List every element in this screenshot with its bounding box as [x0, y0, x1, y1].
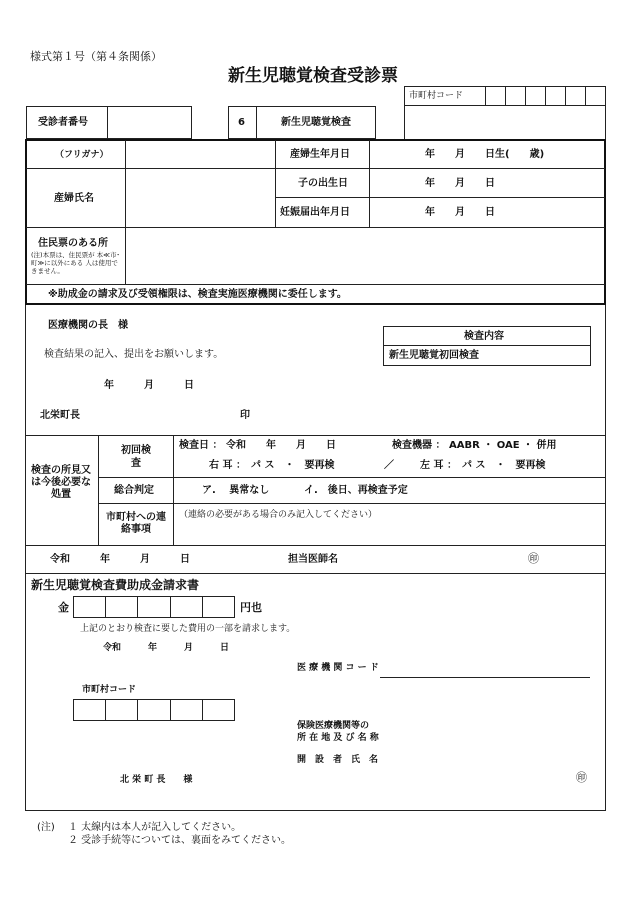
- medical-code-line[interactable]: [380, 677, 590, 678]
- note-2: ２ 受診手続等については、裏面をみてください。: [68, 835, 291, 846]
- findings-label: 検査の所見又は今後必要な処置: [31, 465, 91, 500]
- mayor-label: 北栄町長: [40, 410, 80, 421]
- city-code-label: 市町村コード: [409, 91, 464, 101]
- test-number: 6: [238, 117, 245, 128]
- institution-label-1: 保険医療機関等の: [297, 721, 370, 731]
- doctor-date: 令和 年 月 日: [50, 554, 190, 565]
- form-number: 様式第１号（第４条関係）: [30, 50, 162, 63]
- claim-city-code-cells[interactable]: [73, 699, 235, 721]
- ear-separator: ／: [384, 460, 394, 471]
- claim-title: 新生児聴覚検査費助成金請求書: [31, 578, 200, 592]
- mayor-seal: 印: [240, 410, 250, 421]
- note-1: １ 太線内は本人が記入してください。: [68, 822, 242, 833]
- doctor-name-label: 担当医師名: [288, 554, 338, 565]
- addressee-label: 医療機関の長 様: [48, 320, 128, 331]
- claim-statement: 上記のとおり検査に要した費用の一部を請求します。: [80, 624, 296, 634]
- overall-option-a: ア. 異常なし: [202, 485, 270, 496]
- claim-addressee: 北 栄 町 長 様: [120, 775, 193, 785]
- exam-date: 検査日 ： 令和 年 月 日: [179, 440, 336, 451]
- doctor-seal: ㊞: [528, 552, 539, 565]
- child-birth-value: 年 月 日: [425, 178, 495, 189]
- pregnancy-report-value: 年 月 日: [425, 207, 495, 218]
- test-content-header: 検査内容: [464, 331, 504, 342]
- right-ear-result: 右 耳 ： パ ス ・ 要再検: [209, 460, 335, 471]
- address-note: (注)本票は、住民票が 本≪市･町≫に以外にある 人は使用できません。: [31, 251, 120, 275]
- notes-prefix: (注): [37, 822, 55, 833]
- address-label: 住民票のある所: [38, 238, 108, 249]
- page-title: 新生児聴覚検査受診票: [228, 66, 398, 86]
- mother-birth-label: 産婦生年月日: [290, 149, 350, 160]
- test-name: 新生児聴覚検査: [281, 117, 351, 128]
- patient-number-label: 受診者番号: [38, 117, 88, 128]
- left-ear-result: 左 耳 ： パ ス ・ 要再検: [420, 460, 546, 471]
- mother-name-label: 産婦氏名: [54, 193, 94, 204]
- overall-judgment-label: 総合判定: [114, 485, 154, 496]
- pregnancy-report-label: 妊娠届出年月日: [280, 207, 350, 218]
- claim-date: 令和 年 月 日: [103, 643, 230, 653]
- amount-input-cells[interactable]: [73, 596, 235, 618]
- claim-city-code-label: 市町村コード: [82, 685, 137, 695]
- amount-prefix: 金: [58, 601, 69, 614]
- child-birth-label: 子の出生日: [298, 178, 348, 189]
- amount-suffix: 円也: [240, 601, 262, 614]
- mother-birth-value: 年 月 日生( 歳): [425, 149, 545, 160]
- request-text: 検査結果の記入、提出をお願いします。: [44, 349, 224, 360]
- claim-seal: ㊞: [576, 771, 587, 784]
- mother-info-section: [25, 139, 606, 305]
- medical-code-label: 医 療 機 関 コ ー ド: [297, 663, 379, 673]
- contact-label: 市町村への連絡事項: [106, 512, 166, 535]
- overall-option-b: イ. 後日、再検査予定: [304, 485, 408, 496]
- institution-label-2: 所 在 地 及 び 名 称: [297, 733, 379, 743]
- furigana-label: （フリガナ）: [55, 150, 109, 160]
- test-content-value: 新生児聴覚初回検査: [389, 350, 479, 361]
- request-date: 年 月 日: [104, 380, 194, 391]
- delegation-note: ※助成金の請求及び受領権限は、検査実施医療機関に委任します。: [48, 289, 347, 300]
- exam-device: 検査機器 ： AABR ・ OAE ・ 併用: [392, 440, 557, 451]
- contact-note: （連絡の必要がある場合のみ記入してください）: [179, 510, 378, 520]
- founder-label: 開 設 者 氏 名: [297, 755, 379, 765]
- initial-test-label: 初回検査: [121, 445, 151, 469]
